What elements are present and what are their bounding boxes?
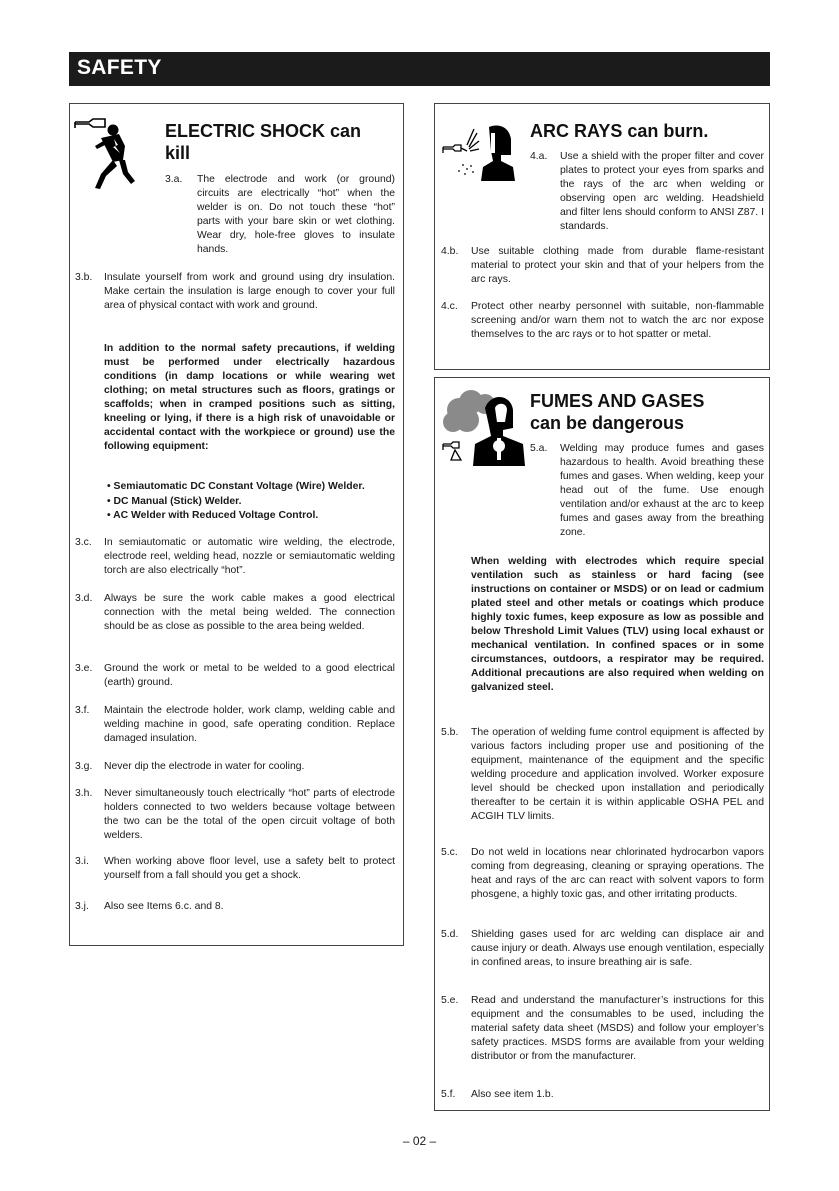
item-text: Use suitable clothing made from durable flame-resistant material to protect your skin and that of your helpers from the arc rays. [471,246,764,285]
item-text: Shielding gases used for arc welding can displace air and cause injury or death. Always use enough ventilation, especially in confined areas, to insure breathing air is safe. [471,929,764,968]
item-text: In semiautomatic or automatic wire welding, the electrode, electrode reel, welding head, nozzle or semiautomatic welding torch are also electrically “hot”. [104,537,395,576]
item-text: Do not weld in locations near chlorinated hydrocarbon vapors coming from degreasing, cleaning or spraying operations. The heat and rays of the arc can react with solvent vapors to form phosgene, a highly toxic gas, and other irritating products. [471,847,764,900]
item-3j [75,900,395,914]
item-text: Ground the work or metal to be welded to a good electrical (earth) ground. [104,663,395,688]
item-3g [75,760,395,774]
electric-shock-icon [73,116,137,192]
item-text: Read and understand the manufacturer’s instructions for this equipment and the consumables to be used, including the material safety data sheet (MSDS) and follow your employer’s safety practices. MSDS forms are available from your welding distributor or from the manufacturer. [471,995,764,1062]
item-5a [530,442,764,540]
item-4b [441,245,764,287]
item-number: 3.g. [75,761,93,772]
item-number: 3.f. [75,705,90,716]
heading-line: kill [165,143,191,163]
item-4c [441,300,764,342]
item-text: Always be sure the work cable makes a good electrical connection with the metal being welded. The connection should be as close as possible to the area being welded. [104,593,395,632]
item-text: The electrode and work (or ground) circuits are electrically “hot” when the welder is on. Do not touch these “hot” parts with your bare skin or wet clothing. Wear dry, hole-free gloves to insulate hands. [197,174,395,255]
item-text: The operation of welding fume control equipment is affected by various factors including proper use and positioning of the equipment, maintenance of the equipment and the specific welding procedure and application involved. Worker exposure level should be checked upon installation and periodically thereafter to be certain it is within applicable OSHA PEL and ACGIH TLV limits. [471,727,764,822]
heading-line: FUMES AND GASES [530,391,705,411]
item-3i [75,855,395,883]
item-number: 4.b. [441,246,459,257]
item-text: Never dip the electrode in water for cooling. [104,761,305,772]
item-3h [75,787,395,843]
item-number: 3.a. [165,174,183,185]
item-3e [75,662,395,690]
item-text: Welding may produce fumes and gases hazardous to health. Avoid breathing these fumes and gases. When welding, keep your head out of the fume. Use enough ventilation and/or exhaust at the arc to keep fumes and gases away from the breathing zone. [560,443,764,538]
item-number: 5.d. [441,929,459,940]
equipment-list [107,480,365,524]
item-text: Protect other nearby personnel with suitable, non-flammable screening and/or warn them not to watch the arc nor expose themselves to the arc rays or to hot spatter or metal. [471,301,764,340]
item-number: 5.a. [530,443,548,454]
page-number: – 02 – [402,1134,437,1148]
arc-rays-icon [441,121,517,185]
item-text: Maintain the electrode holder, work clamp, welding cable and welding machine in good, safe operating condition. Replace damaged insulation. [104,705,395,744]
electric-hazard-note: In addition to the normal safety precautions, if welding must be performed under electrically hazardous conditions (in damp locations or while wearing wet clothing; on metal structures such as floors, gratings or scaffolds; when in cramped positions such as sitting, kneeling or lying, if there is a high risk of unavoidable or accidental contact with the workpiece or ground) use the following equipment: [104,343,395,452]
item-text: Also see Items 6.c. and 8. [104,901,224,912]
item-text: Never simultaneously touch electrically “hot” parts of electrode holders connected to two welders because voltage between the two can be the total of the open circuit voltage of both welders. [104,788,395,841]
electric-shock-heading [165,120,361,164]
list-item: • AC Welder with Reduced Voltage Control. [107,510,319,521]
item-number: 3.h. [75,788,93,799]
item-3b [75,271,395,313]
item-number: 3.c. [75,537,92,548]
heading-line: can be dangerous [530,413,685,433]
safety-banner [69,52,770,86]
arc-rays-heading: ARC RAYS can burn. [530,121,709,141]
item-number: 3.b. [75,272,93,283]
item-text: Also see item 1.b. [471,1089,554,1100]
item-number: 5.c. [441,847,458,858]
item-3c [75,536,395,578]
item-5f [441,1088,764,1102]
item-5b [441,726,764,824]
item-number: 3.d. [75,593,93,604]
list-item: • Semiautomatic DC Constant Voltage (Wire) Welder. [107,481,365,492]
fumes-heading [530,390,704,434]
item-number: 3.e. [75,663,93,674]
item-4a [530,150,764,234]
heading-line: ELECTRIC SHOCK can [165,121,362,141]
item-3d [75,592,395,634]
item-number: 5.b. [441,727,459,738]
item-5e [441,994,764,1064]
item-number: 3.i. [75,856,89,867]
item-5c [441,846,764,902]
item-3f [75,704,395,746]
banner-title: SAFETY [77,56,162,79]
item-text: Insulate yourself from work and ground using dry insulation. Make certain the insulation is large enough to cover your full area of physical contact with work and ground. [104,272,395,311]
item-number: 4.a. [530,151,548,162]
item-number: 5.e. [441,995,459,1006]
item-number: 5.f. [441,1089,456,1100]
item-text: Use a shield with the proper filter and cover plates to protect your eyes from sparks and the rays of the arc when welding or observing open arc welding. Headshield and filter lens should conform to ANSI Z87. I standards. [560,151,764,232]
list-item: • DC Manual (Stick) Welder. [107,495,242,507]
item-5d [441,928,764,970]
fumes-icon [441,388,527,468]
item-3a [165,173,395,257]
fumes-ventilation-note: When welding with electrodes which require special ventilation such as stainless or hard facing (see instructions on container or MSDS) or on lead or cadmium plated steel and other metals or coatings which produce highly toxic fumes, keep exposure as low as possible and below Threshold Limit Values (TLV) using local exhaust or mechanical ventilation. In confined spaces or in some circumstances, outdoors, a respirator may be required. Additional precautions are also required when welding on galvanized steel. [471,556,764,693]
item-number: 4.c. [441,301,458,312]
item-number: 3.j. [75,901,89,912]
item-text: When working above floor level, use a safety belt to protect yourself from a fall should you get a shock. [104,856,395,881]
